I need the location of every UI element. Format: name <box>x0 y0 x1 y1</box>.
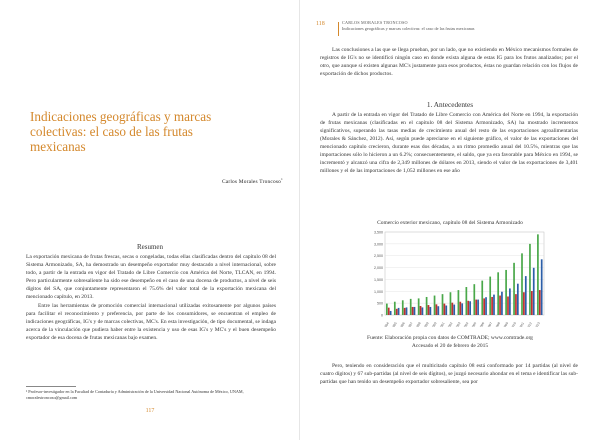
x-tick-label: 2004 <box>462 321 470 327</box>
x-tick-label: 2007 <box>486 321 494 327</box>
y-tick-label: 1,500 <box>374 277 383 282</box>
x-tick-label: 1998 <box>414 321 422 327</box>
abstract-paragraph-2: Entre las herramientas de promoción comercial internacional utilizadas exitosamente por algunos países para facilitar el reconocimiento y preferencia, por parte de los consumidores, se encuentran el empleo de indicaciones geográficas, IG's y de marcas colectivas, MC's. En esta investigación, de tipo documental, se indaga acerca de la vinculación que pudiera haber entre la existencia y uso de esas IG's y MC's y el buen desempeño exportador de esa docena de frutas mexicanas bajo examen. <box>26 303 276 342</box>
bar-series-2 <box>483 298 485 315</box>
x-tick-label: 1995 <box>390 321 398 327</box>
trade-chart-svg <box>367 228 548 327</box>
bar-series-3 <box>414 307 416 315</box>
running-header-title: Indicaciones geográficas y marcas colectivas: el caso de las frutas mexicanas <box>342 26 475 31</box>
x-tick-label: 2009 <box>502 321 510 327</box>
y-tick-label: 500 <box>377 301 383 306</box>
y-tick-label: 2,000 <box>374 266 383 271</box>
bar-series-2 <box>459 302 461 315</box>
chart-source-line-1: Fuente: Elaboración propia con datos de COMTRADE; www.comtrade.org <box>367 335 533 341</box>
abstract-heading: Resumen <box>136 243 164 251</box>
bar-series-3 <box>430 307 432 315</box>
right-page <box>300 0 600 440</box>
x-tick-label: 2002 <box>446 321 454 327</box>
x-tick-label: 1997 <box>406 321 414 327</box>
x-tick-label: 2006 <box>478 321 486 327</box>
bar-series-3 <box>406 307 408 315</box>
bar-series-1 <box>489 277 491 315</box>
bar-series-3 <box>422 307 424 315</box>
trade-chart <box>367 228 548 327</box>
bar-series-3 <box>453 305 455 315</box>
bar-series-2 <box>539 290 541 315</box>
bar-series-1 <box>497 272 499 315</box>
bar-series-1 <box>458 290 460 315</box>
bottom-paragraph: Pero, teniendo en consideración que el multicitado capítulo 08 está conformado por 14 partidas (al nivel de cuatro dígitos) y 67 sub-partidas (al nivel de seis dígitos), se juzgó necesario ahondar en el tema e identificar las sub-partidas que han tenido un desempeño exportador sobresaliente, sea por <box>320 363 578 385</box>
bar-series-3 <box>541 259 543 315</box>
x-tick-label: 2000 <box>430 321 438 327</box>
section-body <box>320 111 578 175</box>
running-header-rule <box>338 22 339 36</box>
x-tick-label: 2005 <box>470 321 478 327</box>
continuation-paragraph: Las conclusiones a las que se llega prueban, por un lado, que no existiendo en México mecanismos formales de registros de IG's no se identificó ningún caso en donde exista alguna de estas IG para los frutos analizados; por el otro, que aunque sí existen algunas MC's justamente para esos productos, éstas no guardan relación con los flujos de exportación de dichos productos. <box>320 47 578 78</box>
bar-series-2 <box>404 308 406 315</box>
bar-series-3 <box>398 308 400 315</box>
bar-series-2 <box>507 297 509 315</box>
continuation-text <box>320 46 578 78</box>
section-heading: 1. Antecedentes <box>426 100 474 109</box>
plot-area <box>385 232 544 315</box>
bar-series-3 <box>485 297 487 315</box>
bar-series-3 <box>437 306 439 315</box>
bar-series-2 <box>515 294 517 315</box>
x-tick-label: 2011 <box>518 321 525 327</box>
y-tick-label: 1,000 <box>374 289 383 294</box>
footnote: ¹ Profesor-investigador en la Facultad de Contaduría y Administración de la Universidad Nacional Autónoma de México, UNAM, cmoralestroncoso@gmail.com <box>26 389 244 400</box>
x-tick-label: 2008 <box>494 321 502 327</box>
page-number-left: 117 <box>145 408 155 414</box>
running-header-author: CARLOS MORALES TRONCOSO <box>342 20 408 25</box>
author-footnote-mark: 1 <box>281 177 283 181</box>
bar-series-2 <box>467 301 469 315</box>
bar-series-3 <box>517 284 519 315</box>
bar-series-2 <box>412 307 414 315</box>
chart-caption: Comercio exterior mexicano, capítulo 08 del Sistema Armonizado <box>377 220 523 226</box>
bar-series-3 <box>509 288 511 315</box>
bar-series-1 <box>394 302 396 315</box>
page-number-right: 118 <box>316 21 325 27</box>
y-tick-label: 3,500 <box>374 230 383 235</box>
x-tick-label: 2012 <box>525 321 533 327</box>
bar-series-1 <box>505 270 507 315</box>
bar-series-3 <box>525 276 527 315</box>
abstract-body <box>26 254 276 345</box>
x-tick-label: 1996 <box>398 321 406 327</box>
chart-source-line-2: Accesado el 20 de febrero de 2015 <box>411 342 489 349</box>
bar-series-1 <box>537 234 539 315</box>
bar-series-1 <box>434 296 436 315</box>
bar-series-1 <box>410 299 412 315</box>
x-tick-label: 2013 <box>533 321 541 327</box>
bar-series-2 <box>499 296 501 315</box>
bar-series-1 <box>521 253 523 315</box>
bar-series-2 <box>420 306 422 315</box>
bar-series-3 <box>493 295 495 315</box>
bar-series-2 <box>396 309 398 315</box>
bar-series-1 <box>473 284 475 315</box>
bar-series-1 <box>529 244 531 315</box>
abstract-paragraph-1: La exportación mexicana de frutas frescas, secas o congeladas, todas ellas clasificadas dentro del capítulo 08 del Sistema Armonizado, SA, ha demostrado un desempeño exportador muy destacado a nivel internacional, sobre todo, a partir de la entrada en vigor del Tratado de Libre Comercio con América del Norte, TLCAN, en 1994. Pero particularmente sobresaliente ha sido ese desempeño en el caso de una docena de productos, a nivel de seis dígitos del SA, que conjuntamente representaron el 75.6% del valor total de la exportación mexicana del mencionado capítulo, en 2013. <box>26 254 276 300</box>
bar-series-2 <box>491 297 493 315</box>
bar-series-2 <box>531 291 533 315</box>
bar-series-3 <box>461 303 463 315</box>
bar-series-3 <box>501 292 503 315</box>
bottom-text <box>320 362 578 386</box>
bar-series-3 <box>390 311 392 315</box>
x-tick-label: 2001 <box>438 321 446 327</box>
bar-series-2 <box>388 308 390 315</box>
bar-series-1 <box>481 281 483 315</box>
bar-series-1 <box>466 287 468 315</box>
bar-series-1 <box>450 292 452 315</box>
bar-series-1 <box>513 263 515 315</box>
bar-series-2 <box>451 303 453 315</box>
bar-series-3 <box>445 306 447 315</box>
y-tick-label: 0 <box>381 313 383 318</box>
bar-series-1 <box>386 304 388 315</box>
author-text: Carlos Morales Troncoso <box>221 178 282 185</box>
bar-series-2 <box>444 304 446 315</box>
bar-series-1 <box>442 294 444 315</box>
author-name <box>222 177 283 185</box>
x-tick-label: 1994 <box>382 321 390 327</box>
bar-series-3 <box>533 268 535 315</box>
article-title: Indicaciones geográficas y marcas colectivas: el caso de las frutas mexicanas <box>30 109 212 154</box>
bar-series-3 <box>477 300 479 315</box>
section-paragraph-1: A partir de la entrada en vigor del Tratado de Libre Comercio con América del Norte en 1994, la exportación de frutas mexicanas (clasificadas en el capítulo 08 del Sistema Armonizado, SA) ha mostrado incrementos significativos, superando las tasas medias de crecimiento anual del resto de las exportaciones agroalimentarias (Morales & Sánchez, 2012). Así, según puede apreciarse en el siguiente gráfico, el valor de las exportaciones del mencionado capítulo crecieron, durante esas dos décadas, a un ritmo promedio anual del 10.5%, mientras que las importaciones sólo lo hicieron a un 6.2%; consecuentemente, el saldo, que ya era favorable para México en 1994, se incrementó y alcanzó una cifra de 2,349 millones de dólares en 2013, siendo el valor de las exportaciones de 3,401 millones y el de las importaciones de 1,052 millones en ese año <box>320 112 578 174</box>
x-tick-label: 1999 <box>422 321 430 327</box>
chart-source <box>300 335 600 350</box>
x-tick-label: 2010 <box>510 321 518 327</box>
bar-series-1 <box>402 300 404 315</box>
footnote-rule <box>26 386 76 387</box>
bar-series-2 <box>428 305 430 315</box>
y-tick-label: 3,000 <box>374 242 383 247</box>
bar-series-2 <box>436 304 438 315</box>
bar-series-1 <box>426 297 428 315</box>
bar-series-2 <box>523 292 525 315</box>
y-tick-label: 2,500 <box>374 254 383 259</box>
bar-series-1 <box>418 298 420 315</box>
bar-series-3 <box>469 301 471 315</box>
x-tick-label: 2003 <box>454 321 462 327</box>
bar-series-2 <box>475 300 477 315</box>
